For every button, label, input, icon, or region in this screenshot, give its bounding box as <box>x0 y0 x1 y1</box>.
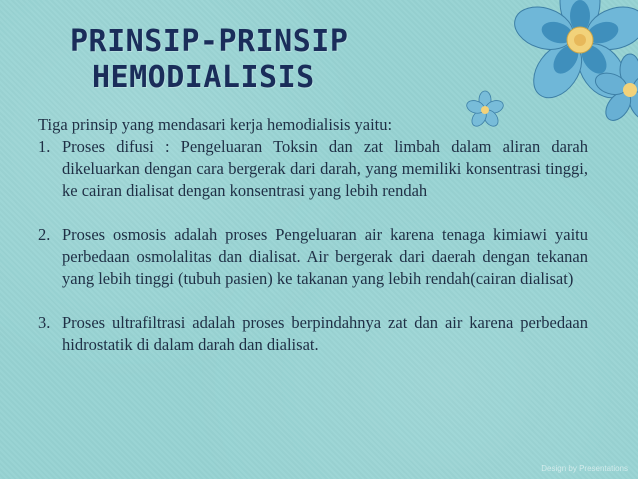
flower-icon <box>590 40 638 140</box>
title-line-1: PRINSIP-PRINSIP <box>70 24 349 59</box>
list-item-text: Proses ultrafiltrasi adalah proses berpindahnya zat dan air karena perbedaan hidrostatik di dalam darah dan dialisat. <box>62 313 588 354</box>
spacer <box>38 202 588 224</box>
list-item-number: 2. <box>38 225 51 244</box>
title-line-2: HEMODIALISIS <box>92 60 315 95</box>
list-item <box>38 312 588 356</box>
slide-title <box>70 24 360 96</box>
list-item-number: 1. <box>38 137 51 156</box>
list-item-number: 3. <box>38 313 51 332</box>
list-item-text: Proses osmosis adalah proses Pengeluaran air karena tenaga kimiawi yaitu perbedaan osmolalitas dan dialisat. Air bergerak dari daerah dengan tekanan yang lebih tinggi (tubuh pasien) ke takanan yang lebih rendah(cairan dialisat) <box>62 225 588 288</box>
intro-text: Tiga prinsip yang mendasari kerja hemodialisis yaitu: <box>38 115 393 134</box>
watermark: Design by Presentations <box>541 464 628 473</box>
list-item <box>38 136 588 202</box>
list-item <box>38 224 588 290</box>
slide-body <box>38 114 588 356</box>
flower-icon <box>490 0 638 130</box>
spacer <box>38 290 588 312</box>
list-item-text: Proses difusi : Pengeluaran Toksin dan zat limbah dalam aliran darah dikeluarkan dengan cara bergerak dari darah, yang memiliki konsentrasi tinggi, ke cairan dialisat dengan konsentrasi yang lebih rendah <box>62 137 588 200</box>
